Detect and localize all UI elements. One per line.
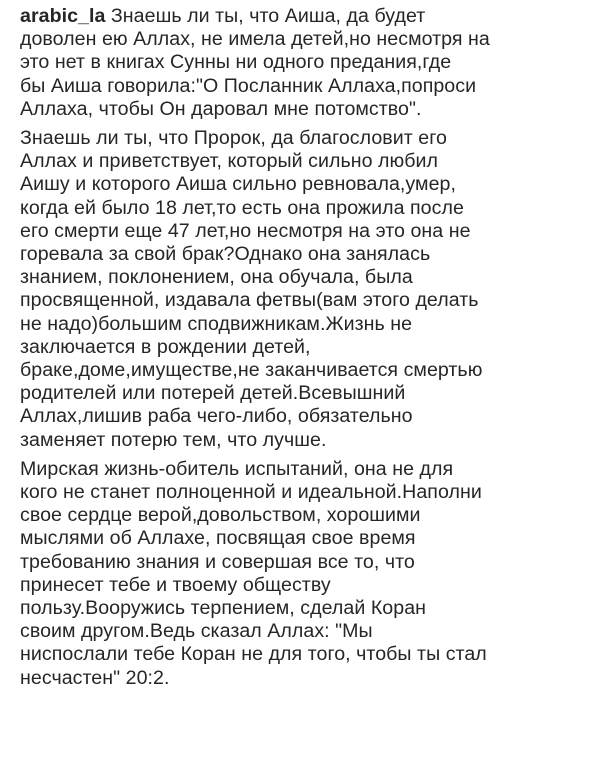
caption-line: Аишу и которого Аиша сильно ревновала,умер, <box>20 173 456 196</box>
caption-line: Аллах и приветствует, который сильно любил <box>20 150 439 173</box>
caption-line: Аллах,лишив раба чего-либо, обязательно <box>20 405 413 428</box>
caption-paragraph-2 <box>20 127 590 452</box>
caption-line: несчастен" 20:2. <box>20 666 170 689</box>
caption-line: мыслями об Аллахе, посвящая свое время <box>20 527 416 550</box>
caption-line: не надо)большим сподвижникам.Жизнь не <box>20 312 413 335</box>
caption-line: просвященной, издавала фетвы(вам этого делать <box>20 289 479 312</box>
caption-paragraph-1 <box>20 5 590 121</box>
caption-line: своим другом.Ведь сказал Аллах: "Мы <box>20 620 373 643</box>
caption-line: родителей или потерей детей.Всевышний <box>20 382 406 405</box>
caption-line: требованию знания и совершая все то, что <box>20 550 415 573</box>
caption-line: его смерти еще 47 лет,но несмотря на это она не <box>20 219 471 242</box>
caption-line: это нет в книгах Сунны ни одного предания,где <box>20 51 452 74</box>
caption-line: заключается в рождении детей, <box>20 335 311 358</box>
caption-line-text: Знаешь ли ты, что Аиша, да будет <box>110 5 426 27</box>
caption-line: пользу.Вооружись терпением, сделай Коран <box>20 597 427 620</box>
caption-line: кого не станет полноценной и идеальной.Наполни <box>20 481 482 504</box>
caption-line: принесет тебе и твоему обществу <box>20 573 331 596</box>
caption-line: Знаешь ли ты, что Пророк, да благословит его <box>20 127 447 150</box>
caption-paragraph-3 <box>20 458 590 690</box>
caption-line <box>20 5 590 28</box>
caption-line: заменяет потерю тем, что лучше. <box>20 428 327 451</box>
caption-line: бы Аиша говорила:"О Посланник Аллаха,попроси <box>20 74 477 97</box>
caption-line: ниспослали тебе Коран не для того, чтобы ты стал <box>20 643 487 666</box>
caption-line: доволен ею Аллах, не имела детей,но несмотря на <box>20 28 490 51</box>
caption-line: свое сердце верой,довольством, хорошими <box>20 504 421 527</box>
caption-line: знанием, поклонением, она обучала, была <box>20 266 413 289</box>
caption-line: когда ей было 18 лет,то есть она прожила после <box>20 196 464 219</box>
caption-line: Мирская жизнь-обитель испытаний, она не для <box>20 457 454 480</box>
caption-line: горевала за свой брак?Однако она занялась <box>20 243 431 266</box>
caption-line: браке,доме,имуществе,не заканчивается смертью <box>20 359 483 382</box>
username-link[interactable]: arabic_la <box>20 5 106 27</box>
caption-line: Аллаха, чтобы Он даровал мне потомство". <box>20 97 422 120</box>
